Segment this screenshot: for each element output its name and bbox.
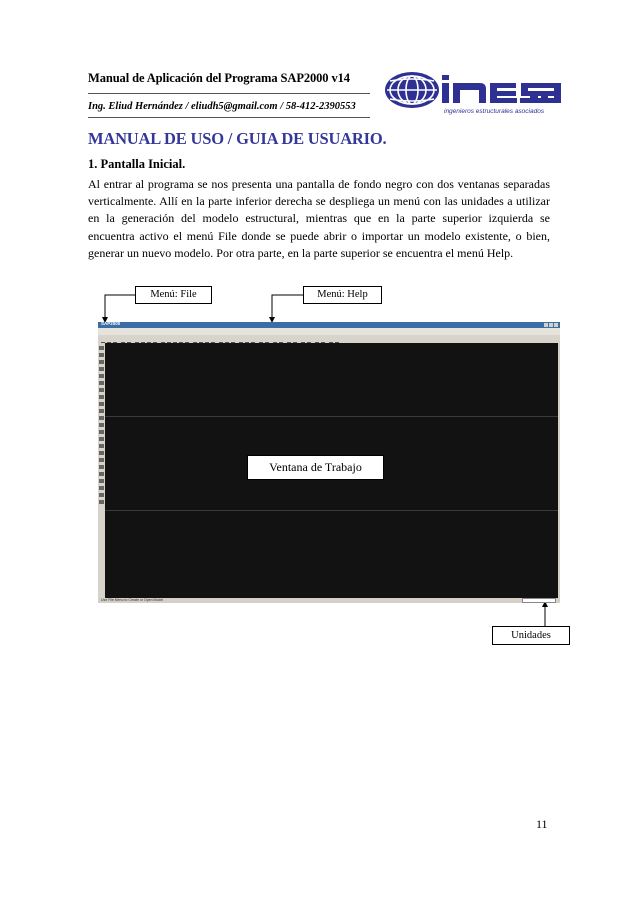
label-work-window: Ventana de Trabajo <box>247 455 384 480</box>
section-title: 1. Pantalla Inicial. <box>88 157 186 171</box>
app-toolbar[interactable] <box>98 335 560 343</box>
main-title: MANUAL DE USO / GUIA DE USUARIO. <box>88 129 387 148</box>
document-header-subtitle: Ing. Eliud Hernández / eliudh5@gmail.com / 58-412-2390553 <box>88 101 356 112</box>
label-menu-help: Menú: Help <box>303 286 382 304</box>
label-units: Unidades <box>492 626 570 645</box>
page-number: 11 <box>536 817 548 831</box>
window-divider <box>105 416 558 417</box>
window-close-icon[interactable] <box>554 323 558 327</box>
left-toolbar[interactable] <box>98 343 105 598</box>
label-menu-file: Menú: File <box>135 286 212 304</box>
window-maximize-icon[interactable] <box>549 323 553 327</box>
document-header-title: Manual de Aplicación del Programa SAP2000 v14 <box>88 71 350 85</box>
window-minimize-icon[interactable] <box>544 323 548 327</box>
units-dropdown[interactable] <box>522 598 556 603</box>
app-statusbar <box>98 598 560 603</box>
section-body: Al entrar al programa se nos presenta una pantalla de fondo negro con dos ventanas separadas verticalmente. Allí en la parte inferior derecha se despliega un menú con las unidades a utilizar en la generación del modelo estructural, mientras que en la parte superior izquierda se encuentra activo el menú File donde se puede abrir o importar un modelo existente, o bien, generar un nuevo modelo. Por otra parte, en la parte superior se encuentra el menú Help. <box>88 177 550 260</box>
left-toolbar-icons <box>98 343 105 598</box>
logo-tagline: ingenieros estructurales asociados <box>444 108 545 115</box>
window-divider <box>105 510 558 511</box>
app-title: SAP2000 <box>101 321 121 326</box>
app-menubar[interactable] <box>98 328 560 335</box>
status-text: Use File Menu to Create or Open Model <box>101 598 164 602</box>
